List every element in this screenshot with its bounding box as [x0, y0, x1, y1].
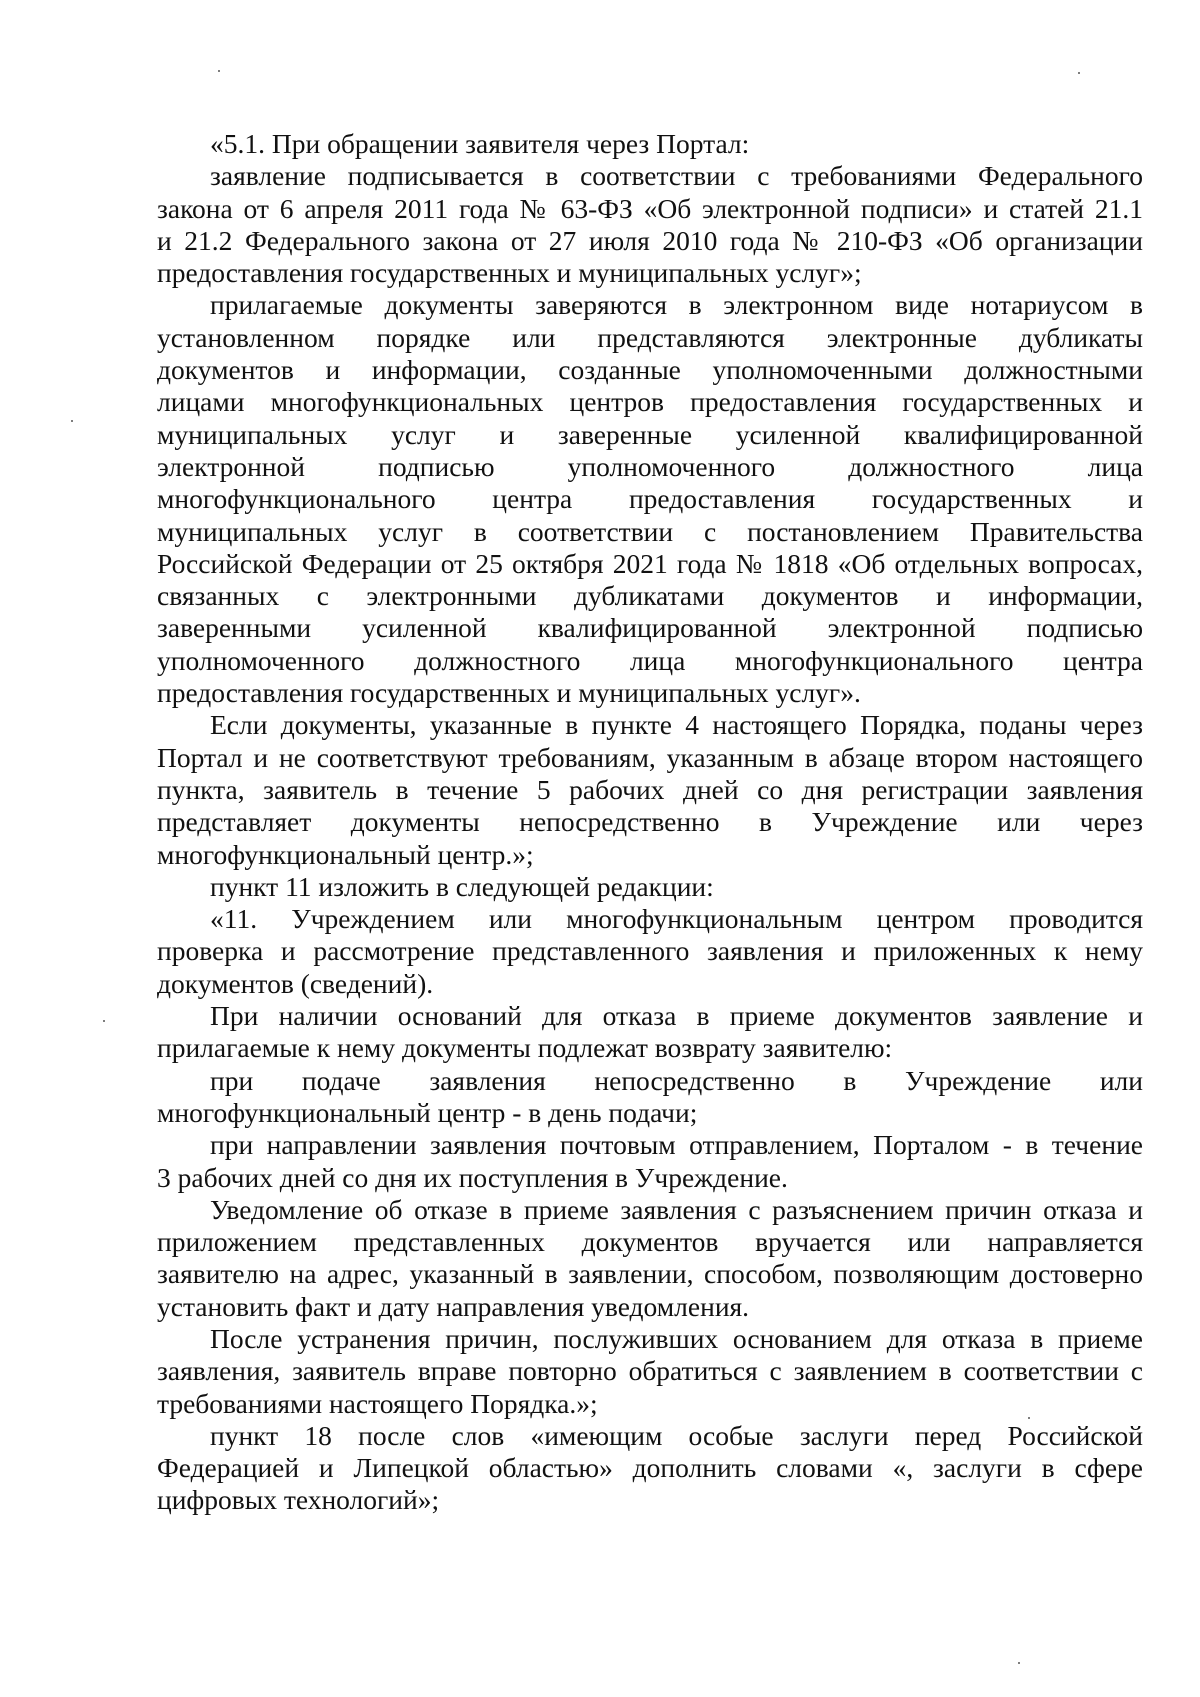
- document-body-text: [157, 128, 1143, 1517]
- scan-speck: [1028, 1417, 1030, 1419]
- document-line: муниципальных услуг и заверенные усиленной квалифицированной: [157, 418, 1143, 450]
- document-line: закона от 6 апреля 2011 года № 63-ФЗ «Об электронной подписи» и статей 21.1: [157, 192, 1143, 224]
- document-line: представляет документы непосредственно в Учреждение или через: [157, 806, 1143, 838]
- document-line: Федерацией и Липецкой областью» дополнить словами «, заслуги в сфере: [157, 1452, 1143, 1484]
- document-line: документов и информации, созданные уполномоченными должностными: [157, 354, 1143, 386]
- document-line: предоставления государственных и муниципальных услуг»;: [157, 257, 862, 289]
- document-line: и 21.2 Федерального закона от 27 июля 2010 года № 210-ФЗ «Об организации: [157, 224, 1143, 256]
- document-line: прилагаемые документы заверяются в электронном виде нотариусом в: [210, 289, 1143, 321]
- document-line: при подаче заявления непосредственно в Учреждение или: [210, 1064, 1143, 1096]
- document-line: заявителю на адрес, указанный в заявлении, способом, позволяющим достоверно: [157, 1258, 1143, 1290]
- document-line: Если документы, указанные в пункте 4 настоящего Порядка, поданы через: [210, 709, 1143, 741]
- document-line: заявления, заявитель вправе повторно обратиться с заявлением в соответствии с: [157, 1355, 1143, 1387]
- document-line: заверенными усиленной квалифицированной электронной подписью: [157, 612, 1143, 644]
- document-line: «5.1. При обращении заявителя через Портал:: [210, 128, 750, 159]
- document-line: Уведомление об отказе в приеме заявления с разъяснением причин отказа и: [210, 1193, 1143, 1225]
- document-line: муниципальных услуг в соответствии с постановлением Правительства: [157, 515, 1143, 547]
- document-line: лицами многофункциональных центров предоставления государственных и: [157, 386, 1143, 418]
- document-line: пункт 18 после слов «имеющим особые заслуги перед Российской: [210, 1419, 1143, 1451]
- document-line: «11. Учреждением или многофункциональным центром проводится: [210, 903, 1143, 935]
- document-line: заявление подписывается в соответствии с требованиями Федерального: [210, 160, 1143, 192]
- document-line: многофункциональный центр.»;: [157, 838, 534, 870]
- document-line: установленном порядке или представляются электронные дубликаты: [157, 321, 1143, 353]
- document-line: многофункциональный центр - в день подачи;: [157, 1096, 698, 1128]
- document-line: многофункционального центра предоставления государственных и: [157, 483, 1143, 515]
- document-line: После устранения причин, послуживших основанием для отказа в приеме: [210, 1322, 1143, 1354]
- document-line: пункт 11 изложить в следующей редакции:: [210, 870, 714, 902]
- document-line: требованиями настоящего Порядка.»;: [157, 1387, 598, 1419]
- document-line: уполномоченного должностного лица многофункционального центра: [157, 644, 1143, 676]
- scan-speck: [1078, 72, 1080, 74]
- document-line: проверка и рассмотрение представленного заявления и приложенных к нему: [157, 935, 1143, 967]
- document-line: 3 рабочих дней со дня их поступления в Учреждение.: [157, 1161, 788, 1193]
- document-line: Российской Федерации от 25 октября 2021 года № 1818 «Об отдельных вопросах,: [157, 547, 1143, 579]
- document-line: связанных с электронными дубликатами документов и информации,: [157, 580, 1143, 612]
- document-line: цифровых технологий»;: [157, 1484, 440, 1516]
- document-line: электронной подписью уполномоченного должностного лица: [157, 450, 1143, 482]
- document-line: При наличии оснований для отказа в приеме документов заявление и: [210, 1000, 1143, 1032]
- scan-speck: [103, 1020, 105, 1022]
- document-line: Портал и не соответствуют требованиям, указанным в абзаце втором настоящего: [157, 741, 1143, 773]
- document-line: пункта, заявитель в течение 5 рабочих дней со дня регистрации заявления: [157, 773, 1143, 805]
- document-line: приложением представленных документов вручается или направляется: [157, 1226, 1143, 1258]
- document-line: документов (сведений).: [157, 967, 434, 999]
- document-line: предоставления государственных и муниципальных услуг».: [157, 677, 861, 709]
- scan-speck: [71, 420, 73, 422]
- document-line: при направлении заявления почтовым отправлением, Порталом - в течение: [210, 1129, 1143, 1161]
- document-line: прилагаемые к нему документы подлежат возврату заявителю:: [157, 1032, 893, 1064]
- document-line: установить факт и дату направления уведомления.: [157, 1290, 750, 1322]
- scan-speck: [1018, 1662, 1020, 1664]
- scan-speck: [218, 70, 220, 72]
